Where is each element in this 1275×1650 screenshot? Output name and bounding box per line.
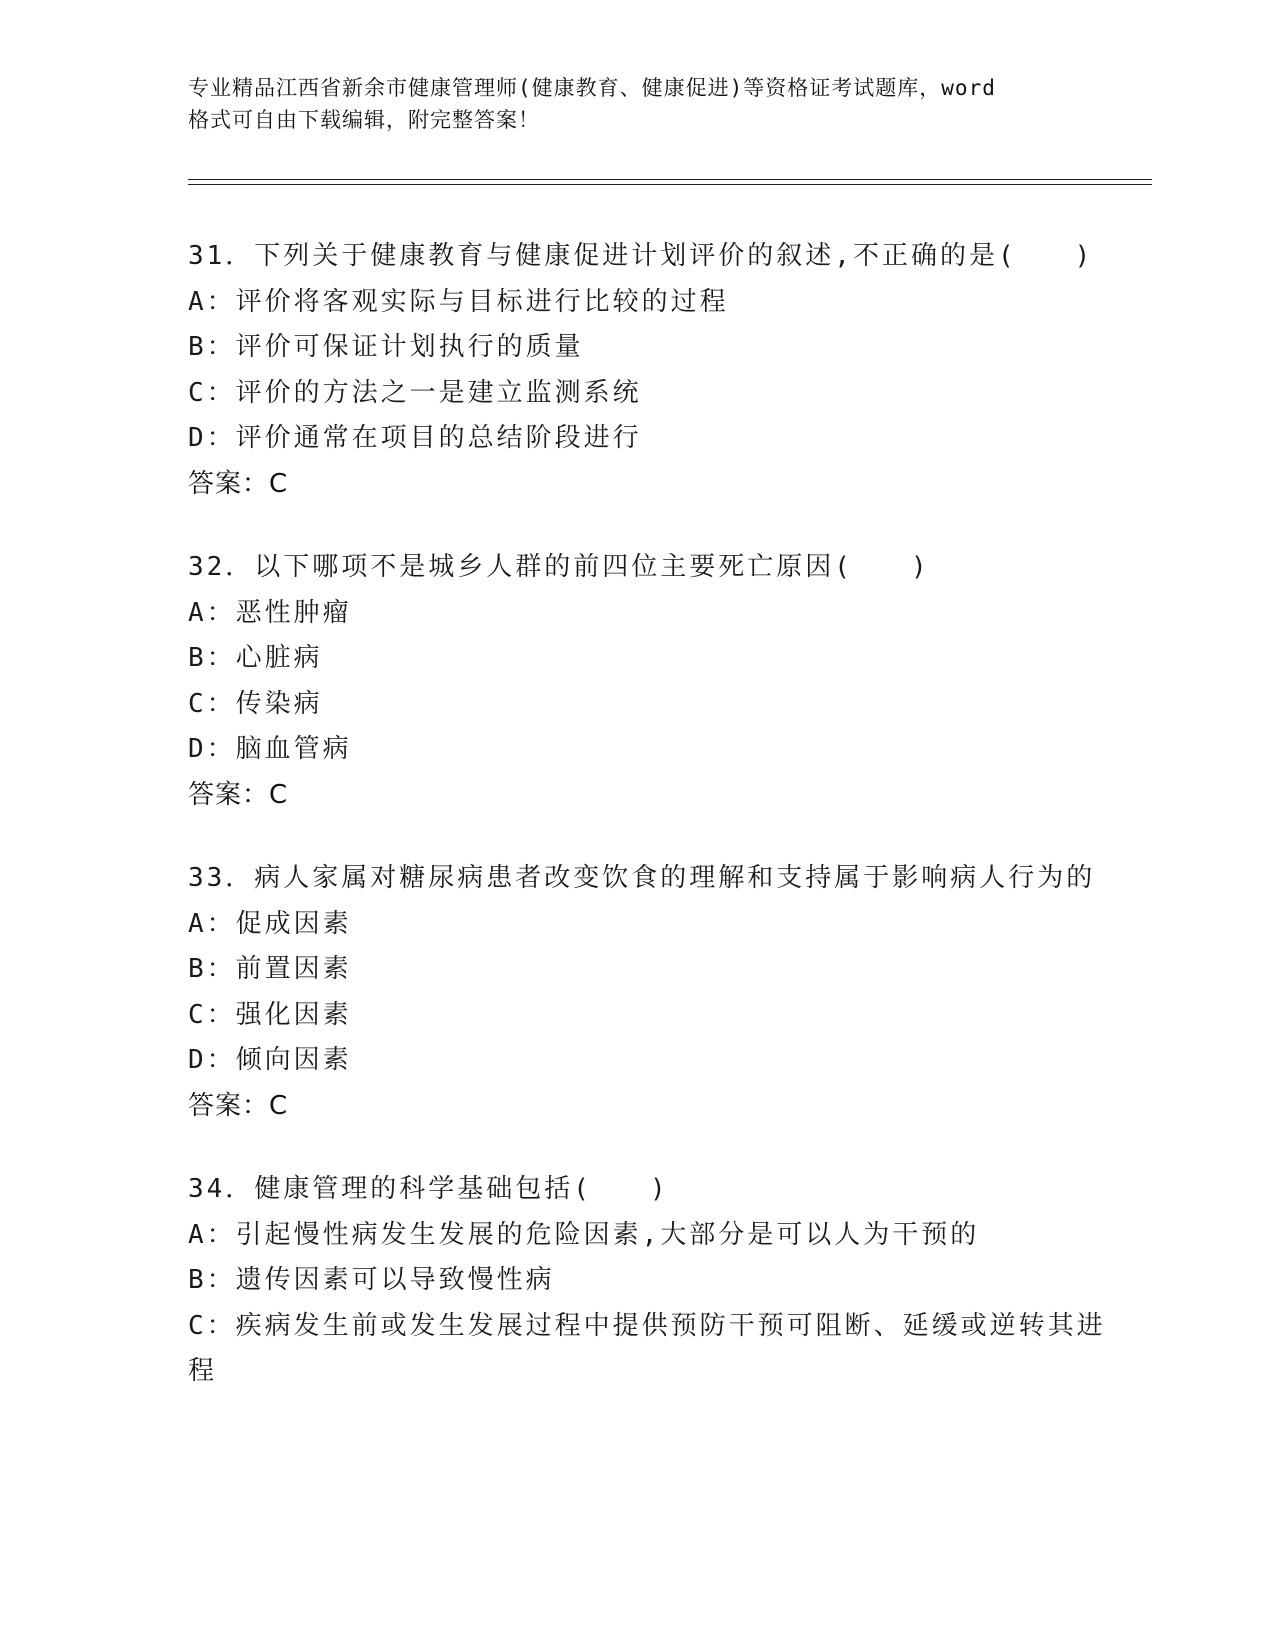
answer-line: 答案：C (188, 1090, 289, 1121)
header-line-2: 格式可自由下载编辑，附完整答案！ (188, 108, 540, 132)
answer-line: 答案：C (188, 779, 289, 810)
header-divider-bottom (188, 184, 1152, 185)
option-a: A：恶性肿瘤 (188, 597, 352, 628)
question-stem: 31．下列关于健康教育与健康促进计划评价的叙述,不正确的是( ) (188, 241, 1094, 271)
option-d: D：脑血管病 (188, 734, 352, 764)
option-c: C：强化因素 (188, 999, 352, 1030)
question-33 (188, 856, 1108, 1129)
option-c: C：疾病发生前或发生发展过程中提供预防干预可阻断、延缓或逆转其进程 (188, 1310, 1106, 1386)
option-d: D：评价通常在项目的总结阶段进行 (188, 423, 642, 453)
question-stem: 34．健康管理的科学基础包括( ) (188, 1174, 669, 1204)
answer-line: 答案：C (188, 468, 289, 499)
option-c: C：传染病 (188, 688, 323, 719)
header-divider-top (188, 179, 1152, 180)
document-header (188, 72, 1088, 136)
question-32 (188, 545, 1108, 818)
option-b: B：心脏病 (188, 643, 323, 673)
option-a: A：促成因素 (188, 908, 352, 939)
option-b: B：遗传因素可以导致慢性病 (188, 1265, 555, 1295)
option-b: B：前置因素 (188, 954, 352, 984)
header-line-1: 专业精品江西省新余市健康管理师(健康教育、健康促进)等资格证考试题库，word (188, 76, 996, 100)
question-stem: 33．病人家属对糖尿病患者改变饮食的理解和支持属于影响病人行为的 (188, 863, 1096, 893)
question-34 (188, 1167, 1108, 1395)
question-stem: 32．以下哪项不是城乡人群的前四位主要死亡原因( ) (188, 552, 930, 582)
question-31 (188, 234, 1108, 507)
option-c: C：评价的方法之一是建立监测系统 (188, 377, 642, 408)
option-a: A：评价将客观实际与目标进行比较的过程 (188, 286, 729, 317)
option-b: B：评价可保证计划执行的质量 (188, 332, 584, 362)
option-a: A：引起慢性病发生发展的危险因素,大部分是可以人为干预的 (188, 1219, 980, 1250)
question-list (188, 234, 1108, 1433)
option-d: D：倾向因素 (188, 1045, 352, 1075)
